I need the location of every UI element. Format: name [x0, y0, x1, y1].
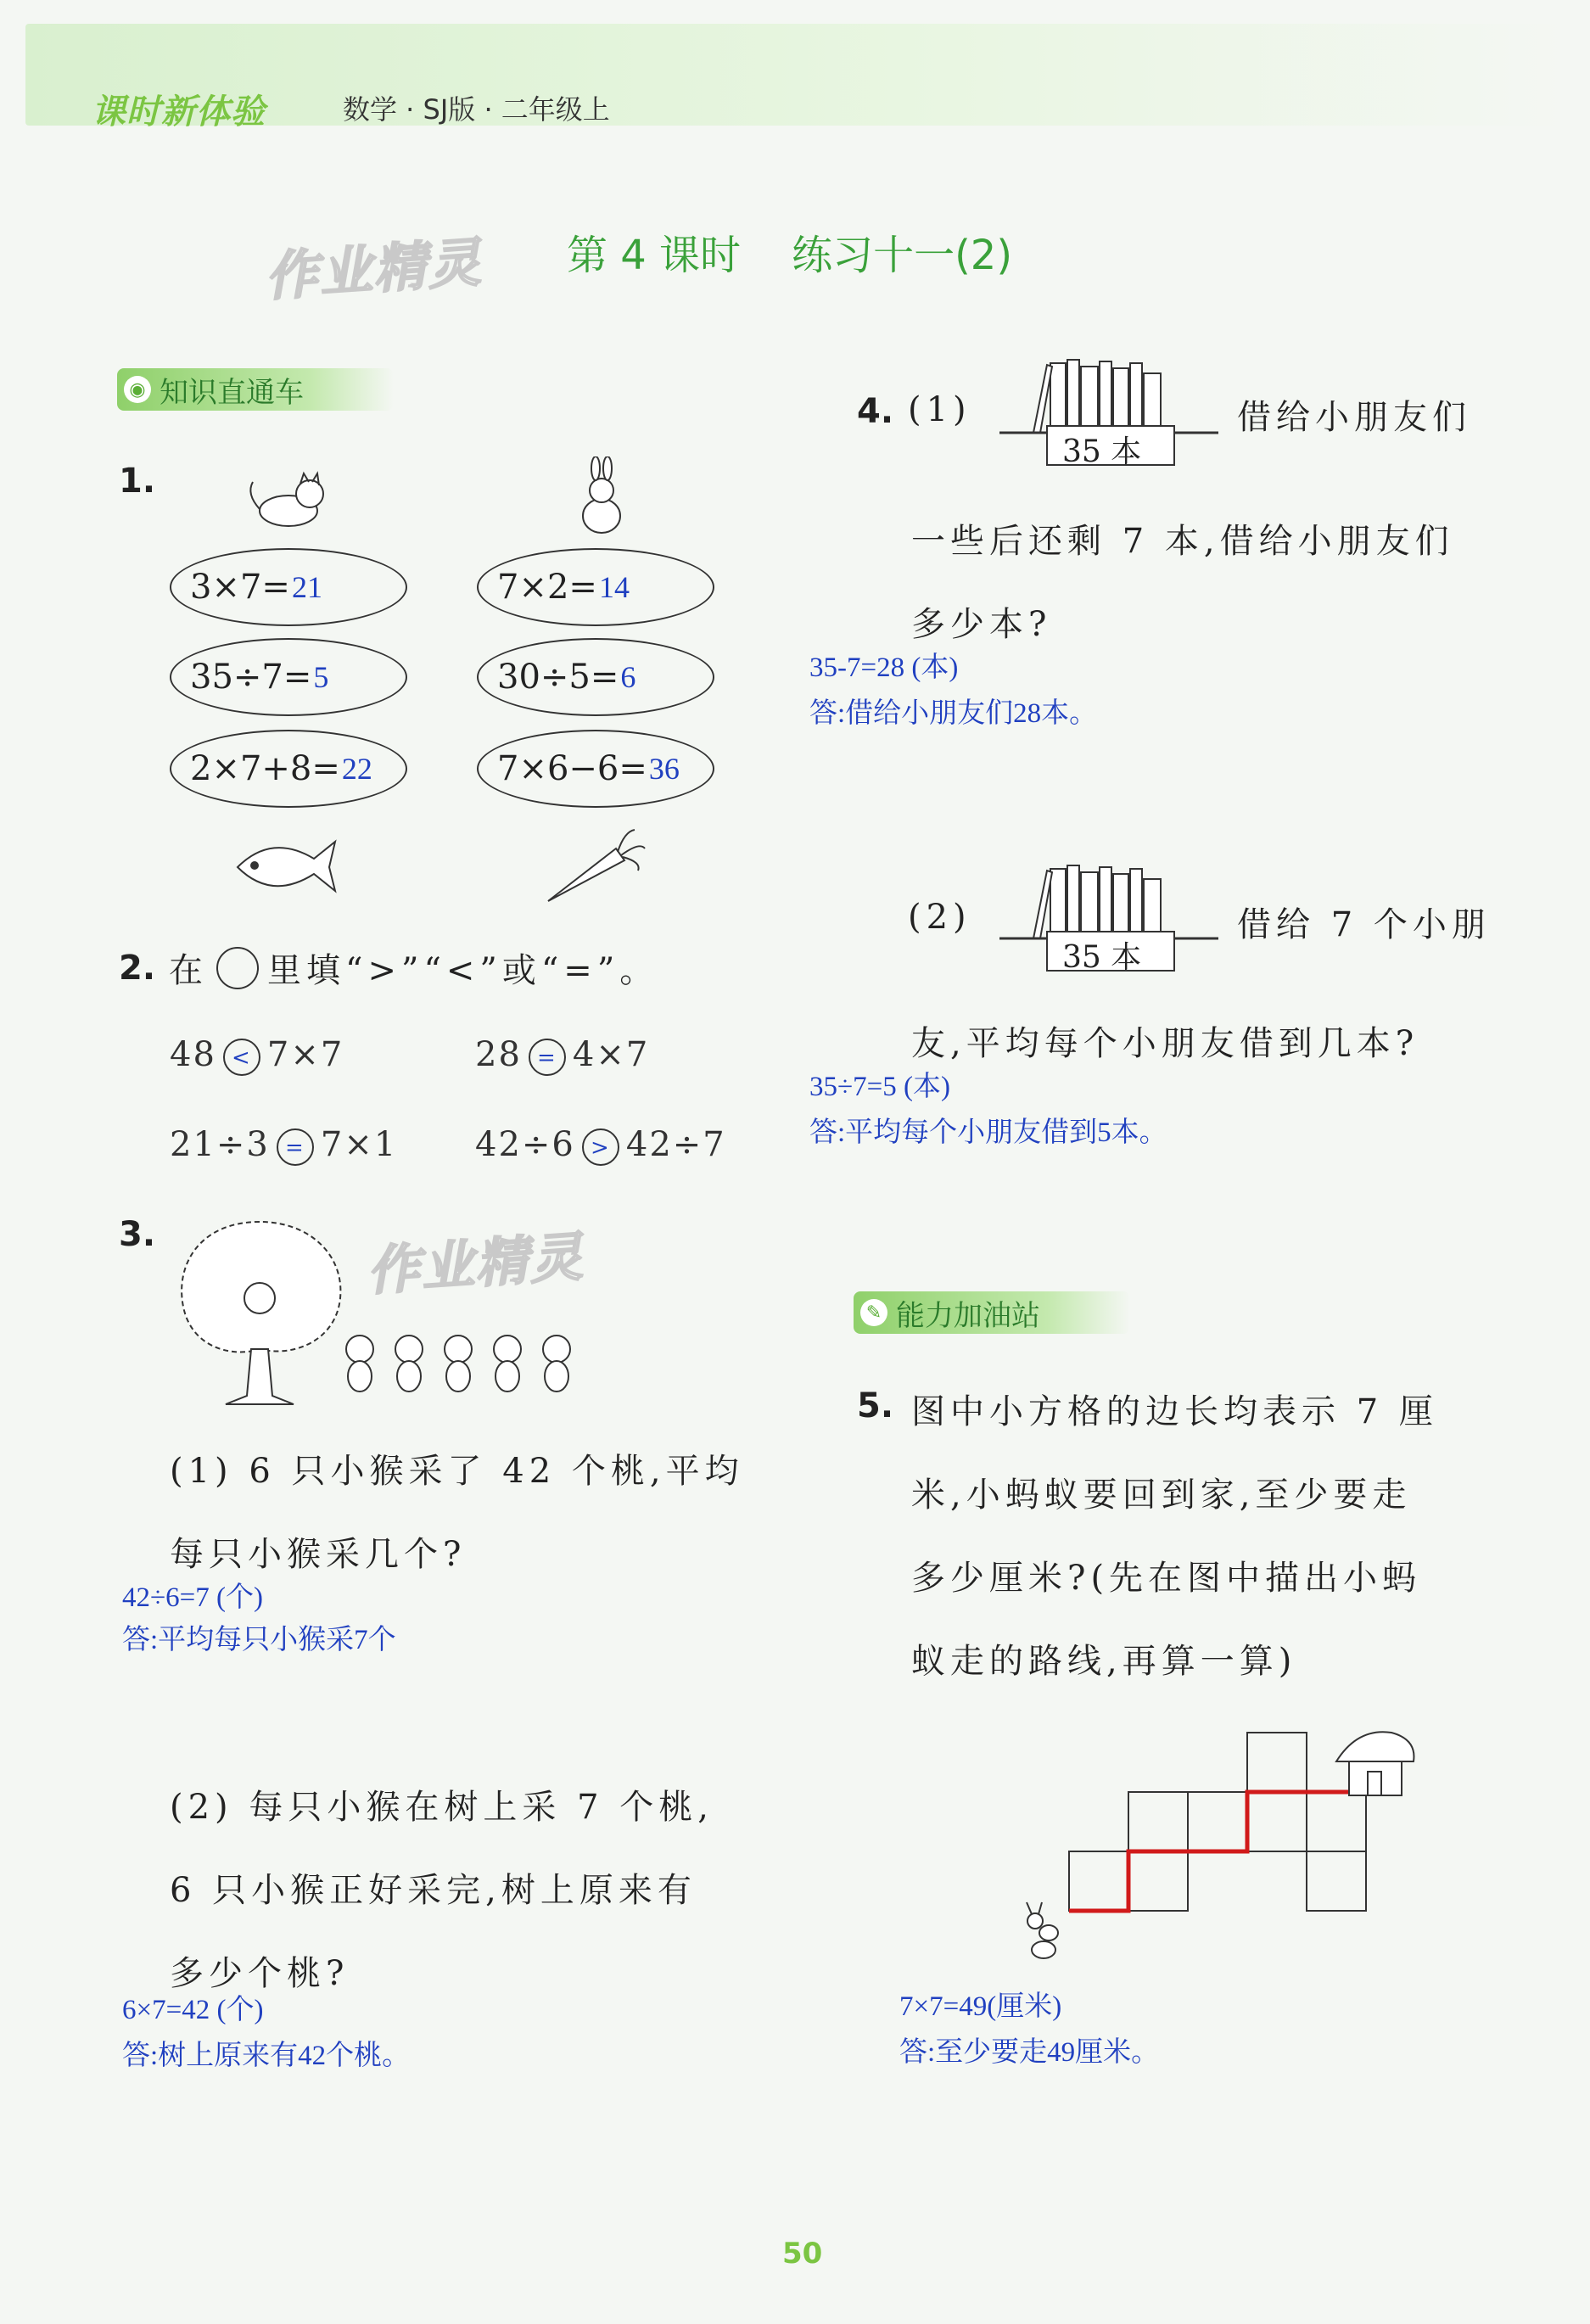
q3-p2-line3: 多少个桃?	[170, 1954, 350, 1993]
q2-item-2	[475, 1035, 649, 1076]
q2-right: 7×7	[266, 1035, 344, 1074]
cat-icon	[238, 468, 339, 536]
q3-p1-line2: 每只小猴采几个?	[170, 1535, 467, 1574]
q5-number: 5.	[857, 1386, 894, 1425]
q4-p1-line3: 多少本?	[911, 605, 1052, 644]
fish-icon	[229, 825, 339, 901]
q3-number: 3.	[119, 1215, 156, 1254]
q1-expr: 30÷5=	[497, 658, 619, 697]
q1-answer: 21	[291, 570, 322, 604]
q1-ellipse-right-3	[477, 730, 714, 808]
q1-expr: 7×6−6=	[497, 749, 647, 788]
q2-prompt	[119, 944, 658, 992]
ant-icon	[1027, 1902, 1058, 1958]
q2-prompt-pre: 在	[169, 951, 209, 990]
q4-p2-label: (2)	[908, 898, 971, 937]
q4-p2-calc: 35÷7=5 (本)	[809, 1072, 950, 1102]
q1-expr: 7×2=	[497, 568, 597, 607]
q3-p1-line1: (1) 6 只小猴采了 42 个桃,平均	[170, 1452, 744, 1491]
q1-number: 1.	[119, 462, 156, 501]
q2-left: 48	[170, 1035, 216, 1074]
q5-calc: 7×7=49(厘米)	[899, 1991, 1062, 2022]
q2-sign: <	[223, 1039, 260, 1076]
q2-left: 21÷3	[170, 1125, 270, 1164]
q1-expr: 2×7+8=	[190, 749, 340, 788]
q2-right: 7×1	[320, 1125, 398, 1164]
q3-p1-calc: 42÷6=7 (个)	[122, 1582, 263, 1613]
q4-p2-line2: 友,平均每个小朋友借到几本?	[911, 1024, 1419, 1063]
watermark: 作业精灵	[263, 231, 484, 308]
q1-ellipse-right-2	[477, 638, 714, 716]
q1-answer: 5	[313, 660, 329, 694]
monkeys-icon	[336, 1324, 582, 1400]
q3-p2-line2: 6 只小猴正好采完,树上原来有	[170, 1871, 697, 1910]
q4-p1-line2: 一些后还剩 7 本,借给小朋友们	[911, 522, 1454, 561]
knowledge-icon: ◉	[124, 376, 151, 403]
q3-p2-line1: (2) 每只小猴在树上采 7 个桃,	[170, 1788, 714, 1827]
q5-answer: 答:至少要走49厘米。	[899, 2037, 1160, 2068]
mushroom-house-icon	[1336, 1732, 1414, 1795]
ability-icon: ✎	[860, 1299, 887, 1326]
bookshelf-1	[999, 356, 1220, 467]
section-tag-knowledge	[117, 368, 394, 411]
q4-number: 4.	[857, 392, 894, 431]
q4-p1-line1: 借给小朋友们	[1237, 398, 1471, 437]
q2-item-3	[170, 1125, 397, 1166]
q1-answer: 14	[598, 570, 630, 604]
q2-left: 42÷6	[475, 1125, 575, 1164]
bookshelf-2	[999, 862, 1220, 975]
books-label: 35 本	[1062, 940, 1142, 975]
q5-line4: 蚁走的路线,再算一算)	[911, 1642, 1297, 1681]
brand-title: 课时新体验	[92, 92, 266, 132]
watermark-2: 作业精灵	[365, 1225, 586, 1302]
q4-p1-calc: 35-7=28 (本)	[809, 652, 959, 683]
q2-left: 28	[475, 1035, 522, 1074]
carrot-icon	[540, 823, 650, 908]
q4-p1-label: (1)	[908, 390, 971, 429]
q3-p1-answer: 答:平均每只小猴采7个	[122, 1625, 396, 1655]
q1-expr: 3×7=	[190, 568, 290, 607]
q1-expr: 35÷7=	[190, 658, 312, 697]
q5-line2: 米,小蚂蚁要回到家,至少要走	[911, 1476, 1412, 1515]
q1-ellipse-right-1	[477, 548, 714, 626]
q2-right: 42÷7	[625, 1125, 726, 1164]
q5-line3: 多少厘米?(先在图中描出小蚂	[911, 1559, 1422, 1598]
q2-number: 2.	[119, 948, 156, 988]
q2-sign: =	[277, 1128, 314, 1166]
lesson-name: 练习十一(2)	[792, 232, 1013, 279]
q1-answer: 22	[341, 752, 372, 786]
q1-answer: 6	[620, 660, 636, 694]
q2-item-4	[475, 1125, 726, 1166]
subject-label: 数学 · SJ版 · 二年级上	[343, 93, 610, 126]
q4-p2-answer: 答:平均每个小朋友借到5本。	[809, 1117, 1167, 1148]
q1-ellipse-left-2	[170, 638, 407, 716]
q5-line1: 图中小方格的边长均表示 7 厘	[911, 1392, 1438, 1431]
q1-ellipse-left-1	[170, 548, 407, 626]
q2-sign: >	[582, 1128, 619, 1166]
rabbit-icon	[563, 456, 640, 541]
grid-squares	[1069, 1733, 1366, 1965]
q3-p2-answer: 答:树上原来有42个桃。	[122, 2041, 411, 2071]
q1-ellipse-left-3	[170, 730, 407, 808]
page-number: 50	[782, 2237, 823, 2271]
section-tag-ability	[854, 1291, 1130, 1334]
blank-circle-icon	[216, 947, 259, 989]
section-label-ability: 能力加油站	[896, 1298, 1040, 1333]
q1-answer: 36	[648, 752, 680, 786]
section-label-knowledge: 知识直通车	[160, 375, 304, 410]
peach-tree-icon	[166, 1205, 353, 1408]
q4-p1-answer: 答:借给小朋友们28本。	[809, 698, 1098, 729]
books-label: 35 本	[1062, 434, 1142, 469]
q2-prompt-post: 里填“>”“<”或“=”。	[267, 951, 659, 990]
lesson-title	[567, 222, 1012, 281]
q4-p2-line1: 借给 7 个小朋	[1237, 905, 1491, 944]
q2-right: 4×7	[572, 1035, 650, 1074]
q3-p2-calc: 6×7=42 (个)	[122, 1995, 264, 2025]
lesson-number: 第 4 课时	[567, 232, 742, 279]
q2-item-1	[170, 1035, 344, 1076]
grid-route-diagram	[1001, 1711, 1442, 1965]
q2-sign: =	[529, 1039, 566, 1076]
